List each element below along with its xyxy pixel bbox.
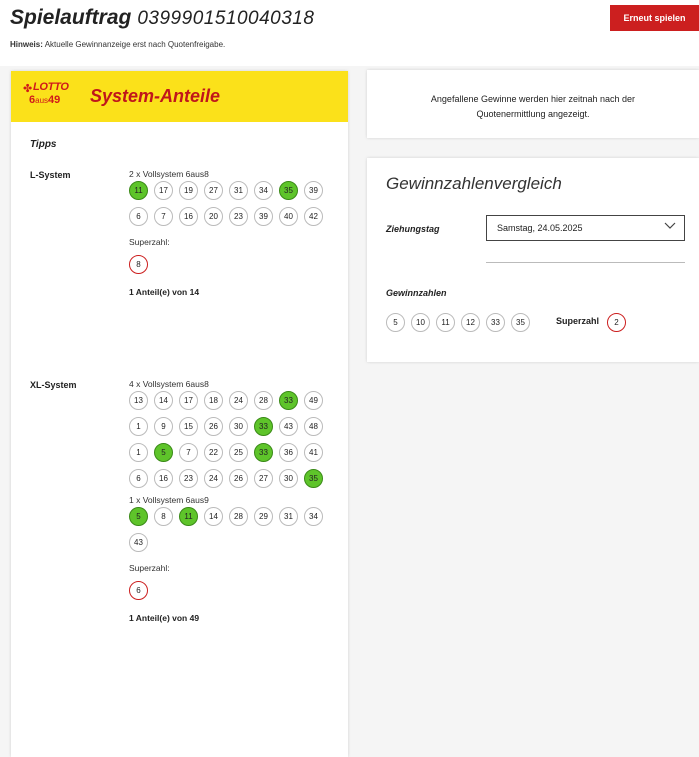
number-ball: 18 [204, 391, 223, 410]
number-row [129, 443, 329, 469]
number-ball: 17 [154, 181, 173, 200]
system-type-line: 1 x Vollsystem 6aus9 [129, 495, 209, 505]
number-ball-hit: 5 [129, 507, 148, 526]
number-ball: 41 [304, 443, 323, 462]
number-ball: 14 [154, 391, 173, 410]
system-label-xl: XL-System [30, 380, 77, 390]
number-ball: 31 [229, 181, 248, 200]
number-ball: 48 [304, 417, 323, 436]
ziehungstag-value: Samstag, 24.05.2025 [497, 223, 583, 233]
card-header [11, 71, 348, 122]
number-ball: 17 [179, 391, 198, 410]
system-type-line: 2 x Vollsystem 6aus8 [129, 169, 209, 179]
page-title-text: Spielauftrag [10, 6, 132, 29]
number-ball: 34 [254, 181, 273, 200]
winning-number-ball: 11 [436, 313, 455, 332]
number-ball: 7 [179, 443, 198, 462]
number-ball: 19 [179, 181, 198, 200]
number-ball: 39 [254, 207, 273, 226]
number-ball: 30 [229, 417, 248, 436]
number-ball: 1 [129, 443, 148, 462]
number-row [129, 417, 329, 443]
number-ball: 1 [129, 417, 148, 436]
number-row [129, 469, 329, 495]
number-ball: 9 [154, 417, 173, 436]
number-ball: 49 [304, 391, 323, 410]
superzahl-ball: 6 [129, 581, 148, 600]
superzahl-row [129, 581, 329, 607]
number-ball-hit: 33 [254, 443, 273, 462]
info-text: Angefallene Gewinne werden hier zeitnah nach der Quotenermittlung angezeigt. [430, 94, 636, 119]
ziehungstag-label: Ziehungstag [386, 224, 440, 234]
logo-lotto-text: LOTTO [33, 81, 69, 93]
number-ball-hit: 35 [279, 181, 298, 200]
number-ball: 39 [304, 181, 323, 200]
number-ball: 8 [154, 507, 173, 526]
system-label-l: L-System [30, 170, 71, 180]
number-ball: 16 [154, 469, 173, 488]
winning-number-ball: 12 [461, 313, 480, 332]
number-ball-hit: 11 [179, 507, 198, 526]
number-ball: 20 [204, 207, 223, 226]
share-count: 1 Anteil(e) von 14 [129, 287, 200, 297]
logo-six: 6 [29, 94, 36, 106]
number-ball: 7 [154, 207, 173, 226]
number-ball: 6 [129, 469, 148, 488]
system-body-xl [129, 379, 329, 623]
number-ball: 14 [204, 507, 223, 526]
order-number: 0399901510040318 [137, 8, 315, 29]
superzahl-label: Superzahl [556, 316, 600, 326]
number-ball: 23 [179, 469, 198, 488]
number-ball: 27 [254, 469, 273, 488]
number-ball: 40 [279, 207, 298, 226]
number-ball: 26 [204, 417, 223, 436]
number-ball: 22 [204, 443, 223, 462]
card-title: System-Anteile [90, 86, 221, 106]
number-ball-hit: 33 [254, 417, 273, 436]
number-row [129, 507, 329, 559]
number-ball: 28 [254, 391, 273, 410]
superzahl-label: Superzahl: [129, 237, 170, 247]
share-count: 1 Anteil(e) von 49 [129, 613, 200, 623]
system-shares-card [11, 71, 348, 757]
number-ball: 23 [229, 207, 248, 226]
hint-text [10, 40, 225, 49]
winning-number-ball: 33 [486, 313, 505, 332]
winning-number-ball: 35 [511, 313, 530, 332]
number-ball-hit: 33 [279, 391, 298, 410]
number-ball: 15 [179, 417, 198, 436]
hint-message: Aktuelle Gewinnanzeige erst nach Quotenfreigabe. [44, 40, 226, 49]
chevron-down-icon [664, 222, 676, 230]
number-ball: 27 [204, 181, 223, 200]
number-ball: 6 [129, 207, 148, 226]
winning-number-ball: 10 [411, 313, 430, 332]
number-ball: 25 [229, 443, 248, 462]
number-row [129, 181, 329, 207]
number-ball: 34 [304, 507, 323, 526]
number-ball: 42 [304, 207, 323, 226]
number-ball: 26 [229, 469, 248, 488]
number-ball-hit: 5 [154, 443, 173, 462]
number-ball: 43 [279, 417, 298, 436]
number-ball: 30 [279, 469, 298, 488]
number-ball-hit: 35 [304, 469, 323, 488]
clover-icon: ✤ [23, 83, 33, 95]
page-title [10, 6, 314, 30]
number-ball: 31 [279, 507, 298, 526]
logo-sub [29, 94, 60, 106]
logo-49: 49 [48, 94, 61, 106]
number-ball: 13 [129, 391, 148, 410]
number-row [129, 391, 329, 417]
number-ball: 16 [179, 207, 198, 226]
system-type-line: 4 x Vollsystem 6aus8 [129, 379, 209, 389]
logo-aus: aus [35, 96, 49, 105]
number-ball: 28 [229, 507, 248, 526]
lotto-logo [23, 81, 73, 111]
gewinnzahlen-row [386, 313, 530, 332]
replay-button[interactable]: Erneut spielen [610, 5, 699, 31]
superzahl-label: Superzahl: [129, 563, 170, 573]
info-card [367, 70, 699, 138]
system-body-l [129, 169, 329, 297]
superzahl-row [129, 255, 329, 281]
superzahl-ball: 8 [129, 255, 148, 274]
number-ball-hit: 11 [129, 181, 148, 200]
tipps-label: Tipps [30, 139, 57, 150]
number-ball: 24 [204, 469, 223, 488]
superzahl-ball: 2 [607, 313, 626, 332]
top-bar [0, 0, 699, 66]
compare-title: Gewinnzahlenvergleich [386, 174, 562, 193]
gewinnzahlen-label: Gewinnzahlen [386, 288, 447, 298]
winning-numbers-compare-card [367, 158, 699, 362]
number-row [129, 207, 329, 233]
number-ball: 24 [229, 391, 248, 410]
winning-number-ball: 5 [386, 313, 405, 332]
divider [486, 262, 685, 263]
ziehungstag-select[interactable] [486, 215, 685, 241]
number-ball: 29 [254, 507, 273, 526]
number-ball: 36 [279, 443, 298, 462]
hint-label: Hinweis: [10, 40, 43, 49]
number-ball: 43 [129, 533, 148, 552]
